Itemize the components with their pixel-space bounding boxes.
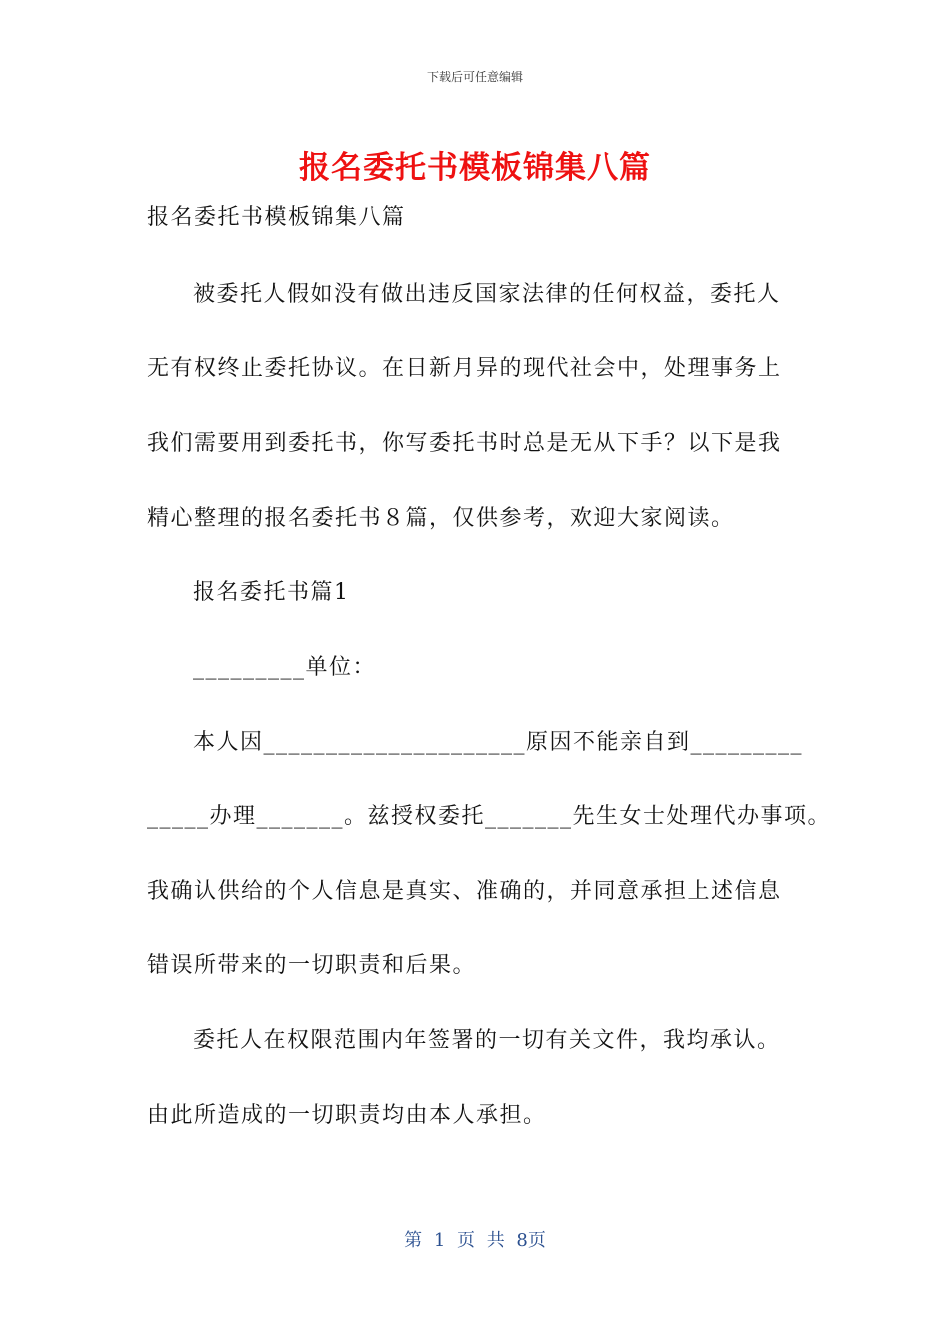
body-line: 委托人在权限范围内年签署的一切有关文件，我均承认。	[193, 1028, 781, 1053]
body-line: 被委托人假如没有做出违反国家法律的任何权益，委托人	[193, 282, 781, 307]
body-line: 我们需要用到委托书，你写委托书时总是无从下手？以下是我	[147, 431, 782, 456]
body-line: 无有权终止委托协议。在日新月异的现代社会中，处理事务上	[147, 356, 782, 381]
header-note: 下载后可任意编辑	[426, 70, 523, 84]
body-line: 报名委托书模板锦集八篇	[147, 205, 406, 230]
body-line: 本人因_____________________原因不能亲自到_________	[193, 730, 804, 755]
body-line: 由此所造成的一切职责均由本人承担。	[147, 1103, 547, 1128]
body-line: _____办理_______。兹授权委托_______先生女士处理代办事项。	[147, 804, 832, 829]
document-title: 报名委托书模板锦集八篇	[299, 150, 651, 186]
body-line: 错误所带来的一切职责和后果。	[147, 953, 477, 978]
page-number: 第 1 页 共 8页	[404, 1230, 546, 1251]
body-line: 我确认供给的个人信息是真实、准确的，并同意承担上述信息	[147, 879, 782, 904]
body-line: _________单位：	[193, 655, 377, 680]
section-heading: 报名委托书篇1	[193, 580, 350, 605]
body-line: 精心整理的报名委托书８篇，仅供参考，欢迎大家阅读。	[147, 506, 735, 531]
